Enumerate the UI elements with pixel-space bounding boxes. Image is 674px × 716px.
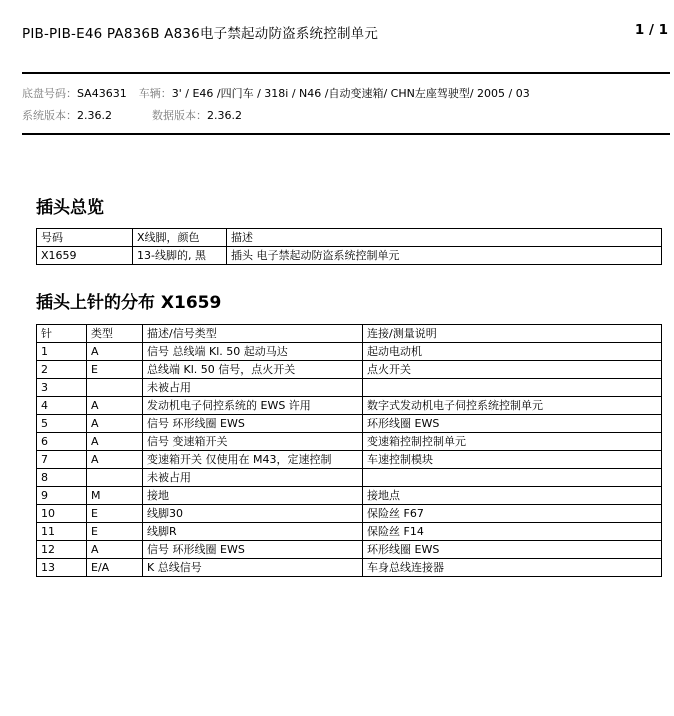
table-cell: K 总线信号: [143, 559, 363, 577]
table-cell: 13-线脚的, 黑: [133, 247, 227, 265]
table-row: [37, 487, 662, 505]
table-cell: [363, 469, 662, 487]
table-row: [37, 343, 662, 361]
table-cell: 起动电动机: [363, 343, 662, 361]
table-cell: 信号 环形线圈 EWS: [143, 415, 363, 433]
table-row: [37, 415, 662, 433]
table-cell: 车速控制模块: [363, 451, 662, 469]
table-cell: 车身总线连接器: [363, 559, 662, 577]
system-version-value: 2.36.2: [77, 109, 112, 122]
column-header: X线脚，颜色: [133, 229, 227, 247]
table-cell: 9: [37, 487, 87, 505]
table-cell: [87, 469, 143, 487]
table-header-row: [37, 229, 662, 247]
connector-overview-title: 插头总览: [36, 198, 104, 218]
table-cell: [87, 379, 143, 397]
table-cell: 环形线圈 EWS: [363, 415, 662, 433]
document-title: PIB-PIB-E46 PA836B A836电子禁起动防盗系统控制单元: [22, 26, 379, 42]
table-cell: E: [87, 361, 143, 379]
column-header: 号码: [37, 229, 133, 247]
table-cell: A: [87, 415, 143, 433]
page-number: 1 / 1: [634, 22, 668, 38]
table-cell: E: [87, 523, 143, 541]
pin-assignment-table: [36, 324, 662, 577]
table-cell: 11: [37, 523, 87, 541]
table-cell: 保险丝 F14: [363, 523, 662, 541]
table-row: [37, 559, 662, 577]
table-cell: 发动机电子伺控系统的 EWS 许用: [143, 397, 363, 415]
table-cell: 线脚30: [143, 505, 363, 523]
table-cell: A: [87, 397, 143, 415]
table-cell: 7: [37, 451, 87, 469]
table-cell: 信号 变速箱开关: [143, 433, 363, 451]
table-cell: 线脚R: [143, 523, 363, 541]
table-cell: A: [87, 433, 143, 451]
table-row: [37, 505, 662, 523]
chassis-label: 底盘号码：: [22, 87, 77, 100]
table-cell: 接地: [143, 487, 363, 505]
column-header: 描述: [227, 229, 662, 247]
table-cell: A: [87, 451, 143, 469]
system-version-label: 系统版本：: [22, 109, 77, 122]
meta-row-version: [22, 107, 242, 123]
meta-row-vehicle: [22, 85, 530, 101]
table-cell: X1659: [37, 247, 133, 265]
table-row: [37, 541, 662, 559]
column-header: 针: [37, 325, 87, 343]
table-row: [37, 379, 662, 397]
connector-overview-table: [36, 228, 662, 265]
table-cell: 未被占用: [143, 469, 363, 487]
table-row: [37, 433, 662, 451]
table-row: [37, 469, 662, 487]
column-header: 连接/测量说明: [363, 325, 662, 343]
table-cell: 10: [37, 505, 87, 523]
table-cell: 6: [37, 433, 87, 451]
table-cell: 环形线圈 EWS: [363, 541, 662, 559]
table-row: [37, 451, 662, 469]
table-cell: 数字式发动机电子伺控系统控制单元: [363, 397, 662, 415]
vehicle-label: 车辆：: [138, 87, 172, 100]
pin-assignment-title: 插头上针的分布 X1659: [36, 293, 222, 313]
table-row: [37, 397, 662, 415]
table-cell: 12: [37, 541, 87, 559]
data-version-label: 数据版本：: [152, 109, 207, 122]
vehicle-value: 3' / E46 /四门车 / 318i / N46 /自动变速箱/ CHN左座驾驶型/ 2005 / 03: [171, 87, 530, 100]
table-cell: M: [87, 487, 143, 505]
table-cell: A: [87, 541, 143, 559]
column-header: 类型: [87, 325, 143, 343]
table-cell: 接地点: [363, 487, 662, 505]
table-cell: 保险丝 F67: [363, 505, 662, 523]
table-cell: E/A: [87, 559, 143, 577]
table-cell: 13: [37, 559, 87, 577]
table-cell: 插头 电子禁起动防盗系统控制单元: [227, 247, 662, 265]
table-cell: [363, 379, 662, 397]
table-cell: 5: [37, 415, 87, 433]
table-header-row: [37, 325, 662, 343]
table-row: [37, 361, 662, 379]
table-row: [37, 523, 662, 541]
table-cell: A: [87, 343, 143, 361]
table-cell: 2: [37, 361, 87, 379]
table-cell: 点火开关: [363, 361, 662, 379]
meta-divider: [22, 133, 670, 135]
chassis-value: SA43631: [77, 87, 127, 100]
table-cell: 总线端 Kl. 50 信号，点火开关: [143, 361, 363, 379]
table-cell: 变速箱控制控制单元: [363, 433, 662, 451]
table-row: [37, 247, 662, 265]
table-cell: 8: [37, 469, 87, 487]
table-cell: 1: [37, 343, 87, 361]
table-cell: 3: [37, 379, 87, 397]
table-cell: 信号 总线端 Kl. 50 起动马达: [143, 343, 363, 361]
table-cell: 未被占用: [143, 379, 363, 397]
table-cell: 信号 环形线圈 EWS: [143, 541, 363, 559]
table-cell: 变速箱开关 仅使用在 M43，定速控制: [143, 451, 363, 469]
data-version-value: 2.36.2: [207, 109, 242, 122]
table-cell: 4: [37, 397, 87, 415]
header-divider: [22, 72, 670, 74]
table-cell: E: [87, 505, 143, 523]
column-header: 描述/信号类型: [143, 325, 363, 343]
